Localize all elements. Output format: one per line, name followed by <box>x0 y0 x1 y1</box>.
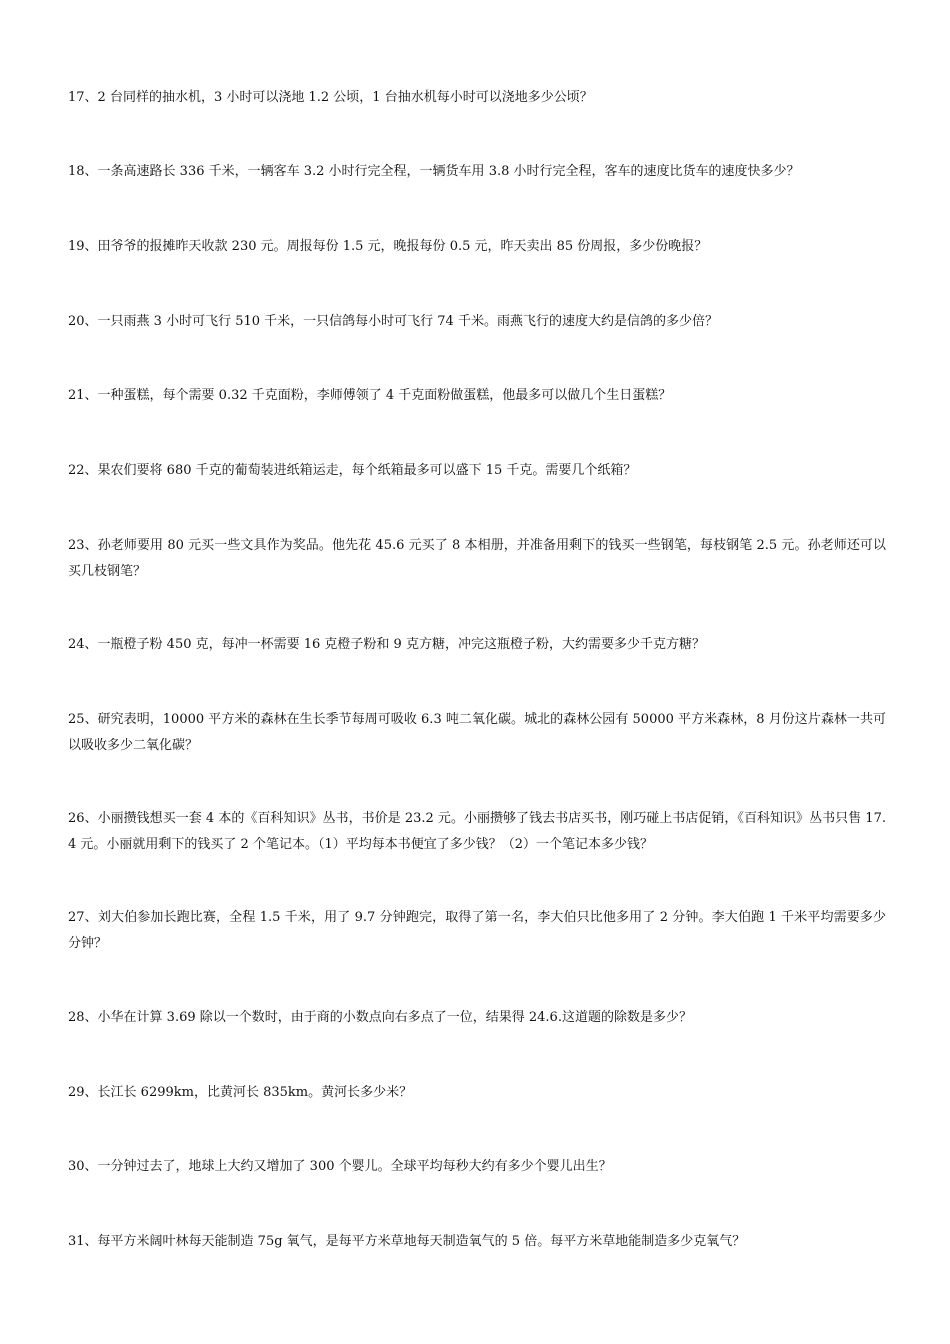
question-24: 24、一瓶橙子粉 450 克，每冲一杯需要 16 克橙子粉和 9 克方糖，冲完这瓶橙子粉，大约需要多少千克方糖？ <box>68 637 705 652</box>
question-31: 31、每平方米阔叶林每天能制造 75g 氧气，是每平方米草地每天制造氧气的 5 倍。每平方米草地能制造多少克氧气？ <box>68 1234 746 1249</box>
question-21: 21、一种蛋糕，每个需要 0.32 千克面粉，李师傅领了 4 千克面粉做蛋糕，他最多可以做几个生日蛋糕？ <box>68 388 672 403</box>
question-22: 22、果农们要将 680 千克的葡萄装进纸箱运走，每个纸箱最多可以盛下 15 千克。需要几个纸箱？ <box>68 463 637 478</box>
question-25: 25、研究表明，10000 平方米的森林在生长季节每周可吸收 6.3 吨二氧化碳。城北的森林公园有 50000 平方米森林，8 月份这片森林一共可以吸收多少二氧化碳？ <box>68 712 886 753</box>
question-26: 26、小丽攒钱想买一套 4 本的《百科知识》丛书，书价是 23.2 元。小丽攒够了钱去书店买书，刚巧碰上书店促销，《百科知识》丛书只售 17.4 元。小丽就用剩下的钱买了 2 个笔记本。（1）平均每本书便宜了多少钱？（2）一个笔记本多少钱？ <box>68 811 886 852</box>
question-18: 18、一条高速路长 336 千米，一辆客车 3.2 小时行完全程，一辆货车用 3.8 小时行完全程，客车的速度比货车的速度快多少？ <box>68 164 800 179</box>
question-20: 20、一只雨燕 3 小时可飞行 510 千米，一只信鸽每小时可飞行 74 千米。雨燕飞行的速度大约是信鸽的多少倍？ <box>68 314 718 329</box>
question-28: 28、小华在计算 3.69 除以一个数时，由于商的小数点向右多点了一位，结果得 24.6.这道题的除数是多少？ <box>68 1010 692 1025</box>
question-19: 19、田爷爷的报摊昨天收款 230 元。周报每份 1.5 元，晚报每份 0.5 元，昨天卖出 85 份周报，多少份晚报？ <box>68 239 708 254</box>
question-23: 23、孙老师要用 80 元买一些文具作为奖品。他先花 45.6 元买了 8 本相册，并准备用剩下的钱买一些钢笔，每枝钢笔 2.5 元。孙老师还可以买几枝钢笔？ <box>68 538 886 579</box>
question-30: 30、一分钟过去了，地球上大约又增加了 300 个婴儿。全球平均每秒大约有多少个婴儿出生？ <box>68 1159 612 1174</box>
question-17: 17、2 台同样的抽水机，3 小时可以浇地 1.2 公顷，1 台抽水机每小时可以浇地多少公顷？ <box>68 90 593 105</box>
question-27: 27、刘大伯参加长跑比赛，全程 1.5 千米，用了 9.7 分钟跑完，取得了第一名，李大伯只比他多用了 2 分钟。李大伯跑 1 千米平均需要多少分钟？ <box>68 910 886 951</box>
question-29: 29、长江长 6299km，比黄河长 835km。黄河长多少米？ <box>68 1085 413 1100</box>
